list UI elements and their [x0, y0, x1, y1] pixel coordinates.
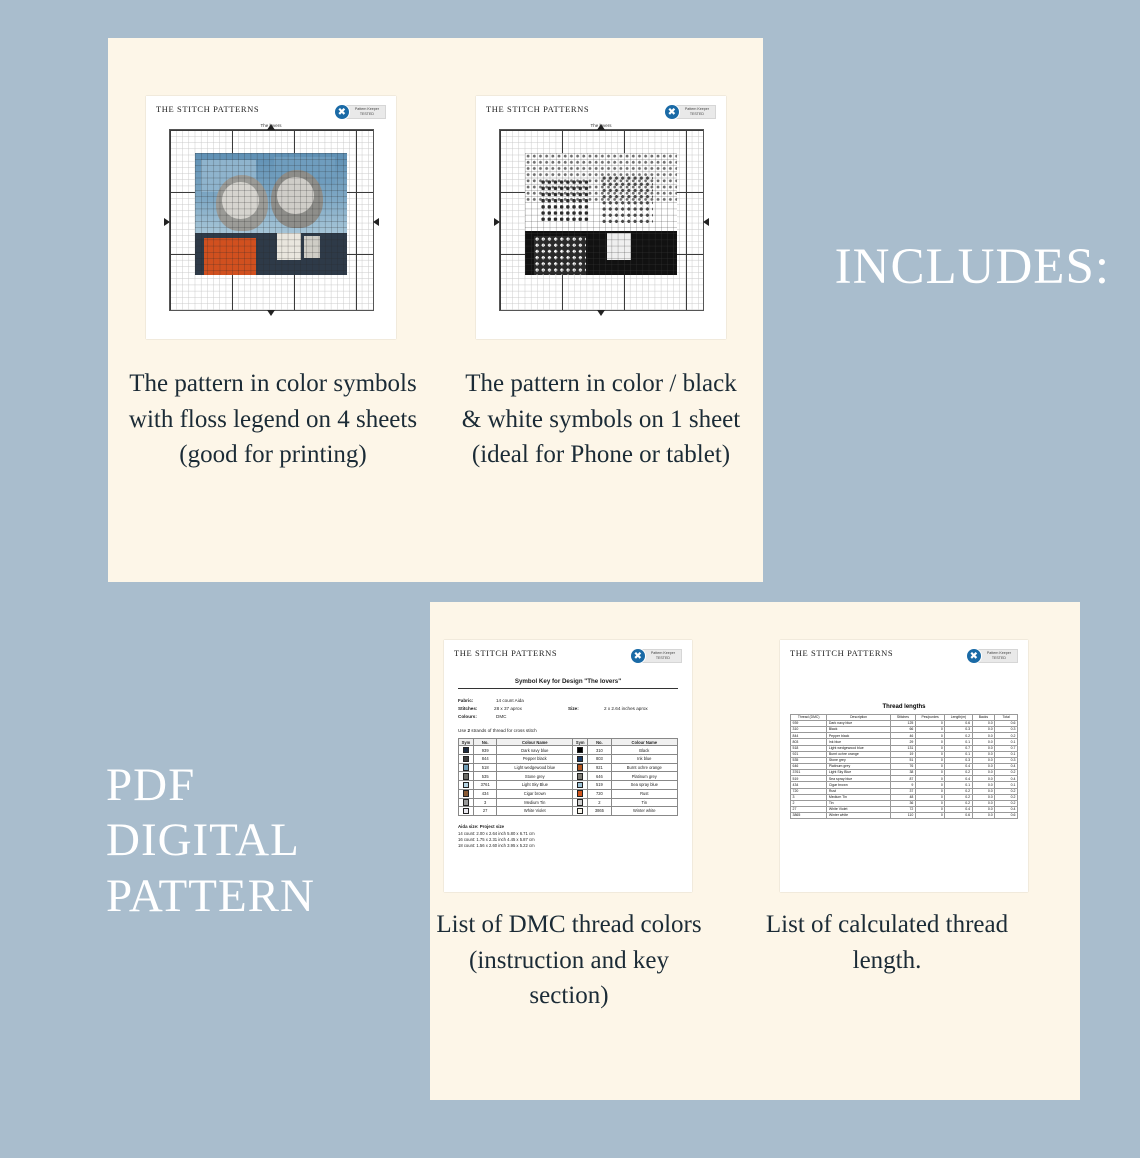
thread-description-cell: Sea spray blue: [827, 776, 891, 782]
thread-number-cell: 803: [791, 739, 827, 745]
backs-cell: 0.0: [972, 733, 995, 739]
center-marker-top: [597, 124, 605, 130]
col-sym-1: Sym: [459, 739, 474, 746]
table-row: [459, 798, 678, 807]
colour-name-cell: Black: [611, 746, 677, 755]
length-cell: 0.2: [945, 788, 972, 794]
preview-sheet-thread-lengths[interactable]: [780, 640, 1028, 892]
sheet-brand-title: THE STITCH PATTERNS: [790, 648, 894, 658]
symbol-swatch-cell: [573, 763, 588, 772]
thread-number-cell: 27: [791, 806, 827, 812]
symbol-swatch-cell: [459, 807, 474, 816]
pesqurdes-cell: 0: [915, 727, 945, 733]
pdf-heading-line-2: DIGITAL: [106, 814, 300, 867]
total-cell: 0.2: [995, 770, 1018, 776]
stitch-grid: [499, 129, 704, 311]
pesqurdes-cell: 0: [915, 776, 945, 782]
symbol-swatch-cell: [459, 781, 474, 790]
colour-name-cell: Platinum grey: [611, 772, 677, 781]
badge-line1: Pattern Keeper: [684, 106, 709, 111]
length-cell: 0.1: [945, 739, 972, 745]
thread-number-cell: 2: [588, 798, 611, 807]
badge-ribbon: [346, 105, 386, 119]
total-cell: 0.2: [995, 800, 1018, 806]
thread-number-cell: 27: [474, 807, 497, 816]
stitches-cell: 37: [890, 788, 915, 794]
total-cell: 0.6: [995, 813, 1018, 819]
symbol-swatch-cell: [459, 746, 474, 755]
col-stitches: Stitches: [890, 715, 915, 721]
sheet-header: [476, 96, 726, 120]
stitches-cell: 38: [890, 770, 915, 776]
symbol-key-table: [458, 738, 678, 816]
thread-number-cell: 519: [791, 776, 827, 782]
preview-sheet-bw-symbols[interactable]: [476, 96, 726, 339]
stitches-cell: 9: [890, 782, 915, 788]
total-cell: 0.2: [995, 788, 1018, 794]
colour-name-cell: Sea spray blue: [611, 781, 677, 790]
pesqurdes-cell: 0: [915, 788, 945, 794]
total-cell: 0.7: [995, 745, 1018, 751]
colour-name-cell: Ink blue: [611, 755, 677, 764]
colour-name-cell: Medium Tin: [497, 798, 573, 807]
pattern-keeper-badge: [966, 648, 1018, 664]
thread-number-cell: 921: [791, 751, 827, 757]
center-marker-top: [267, 124, 275, 130]
sheet-header: [444, 640, 692, 664]
badge-cross-icon: ✖: [966, 648, 982, 664]
pattern-keeper-badge: [334, 104, 386, 120]
thread-number-cell: 2: [791, 800, 827, 806]
thread-number-cell: 720: [791, 788, 827, 794]
length-cell: 0.3: [945, 727, 972, 733]
symbol-swatch-cell: [573, 807, 588, 816]
includes-heading: INCLUDES:: [834, 239, 1110, 295]
backs-cell: 0.0: [972, 727, 995, 733]
table-row: [459, 772, 678, 781]
thread-number-cell: 803: [588, 755, 611, 764]
total-cell: 0.6: [995, 721, 1018, 727]
backs-cell: 0.0: [972, 806, 995, 812]
thread-number-cell: 3761: [791, 770, 827, 776]
thread-description-cell: Light wedgewood blue: [827, 745, 891, 751]
center-marker-bottom: [597, 310, 605, 316]
pdf-digital-pattern-heading: [106, 758, 315, 924]
stitches-cell: 36: [890, 800, 915, 806]
total-cell: 0.3: [995, 727, 1018, 733]
aida-line-3: 18 count: 1.56 x 2.60 inch 3.95 x 5.22 cm: [458, 843, 535, 849]
backs-cell: 0.0: [972, 800, 995, 806]
total-cell: 0.2: [995, 733, 1018, 739]
col-name-1: Colour Name: [497, 739, 573, 746]
total-cell: 0.4: [995, 806, 1018, 812]
thread-description-cell: Ink blue: [827, 739, 891, 745]
badge-cross-icon: ✖: [630, 648, 646, 664]
col-description: Description: [827, 715, 891, 721]
badge-ribbon: [676, 105, 716, 119]
table-row: [459, 789, 678, 798]
symbol-key-meta: [458, 697, 678, 721]
meta-value-size: 2 x 2.64 inches aprox: [604, 706, 648, 712]
sheet-brand-title: THE STITCH PATTERNS: [486, 104, 590, 114]
thread-number-cell: 921: [588, 763, 611, 772]
length-cell: 0.7: [945, 745, 972, 751]
symbol-swatch-cell: [459, 798, 474, 807]
length-cell: 0.2: [945, 800, 972, 806]
pesqurdes-cell: 0: [915, 764, 945, 770]
length-cell: 0.1: [945, 782, 972, 788]
thread-description-cell: Black: [827, 727, 891, 733]
thread-number-cell: 434: [791, 782, 827, 788]
col-total: Total: [995, 715, 1018, 721]
meta-row-fabric: [458, 697, 678, 705]
thread-number-cell: 3761: [474, 781, 497, 790]
thread-number-cell: 720: [588, 789, 611, 798]
total-cell: 0.1: [995, 739, 1018, 745]
chart-color-symbols: [169, 123, 374, 311]
badge-cross-icon: ✖: [334, 104, 350, 120]
backs-cell: 0.0: [972, 776, 995, 782]
badge-ribbon: [642, 649, 682, 663]
stitches-cell: 87: [890, 776, 915, 782]
aida-line-1: 14 count: 2.00 x 2.64 inch 5.80 x 6.71 cm: [458, 830, 535, 836]
col-backs: Backs: [972, 715, 995, 721]
thread-description-cell: Rust: [827, 788, 891, 794]
length-cell: 0.4: [945, 806, 972, 812]
symbol-swatch-cell: [459, 772, 474, 781]
sheet-header: [146, 96, 396, 120]
pattern-keeper-badge: [664, 104, 716, 120]
strands-note: [458, 728, 678, 733]
thread-number-cell: 646: [791, 764, 827, 770]
stitches-cell: 46: [890, 733, 915, 739]
table-row: [459, 746, 678, 755]
symbol-swatch-cell: [573, 772, 588, 781]
meta-label-stitches: Stitches:: [458, 706, 478, 712]
badge-line2: TESTED: [655, 656, 670, 660]
thread-description-cell: White Violet: [827, 806, 891, 812]
stitches-cell: 125: [890, 721, 915, 727]
colour-name-cell: Light Sky Blue: [497, 781, 573, 790]
col-sym-2: Sym: [573, 739, 588, 746]
caption-bw-symbols: The pattern in color / black & white symbols on 1 sheet (ideal for Phone or tablet): [461, 370, 741, 468]
badge-line2: TESTED: [689, 112, 704, 116]
pattern-artwork-bw: [525, 153, 677, 275]
thread-description-cell: Stone grey: [827, 757, 891, 763]
thread-number-cell: 518: [474, 763, 497, 772]
chart-title-label: The lovers: [260, 123, 282, 128]
backs-cell: 0.0: [972, 813, 995, 819]
thread-description-cell: Tin: [827, 800, 891, 806]
preview-sheet-color-symbols[interactable]: [146, 96, 396, 339]
thread-description-cell: Winter white: [827, 813, 891, 819]
center-marker-left: [164, 218, 170, 226]
pesqurdes-cell: 0: [915, 806, 945, 812]
length-cell: 0.2: [945, 794, 972, 800]
aida-line-2: 16 count: 1.75 x 2.31 inch 4.45 x 5.87 cm: [458, 836, 535, 842]
total-cell: 0.4: [995, 764, 1018, 770]
thread-number-cell: 844: [791, 733, 827, 739]
stitches-cell: 19: [890, 751, 915, 757]
center-marker-bottom: [267, 310, 275, 316]
colour-name-cell: Light wedgewood blue: [497, 763, 573, 772]
pesqurdes-cell: 0: [915, 782, 945, 788]
col-thread: Thread (DMC): [791, 715, 827, 721]
aida-size-block: [458, 824, 678, 850]
sheet-brand-title: THE STITCH PATTERNS: [454, 648, 558, 658]
table-row: [791, 813, 1018, 819]
pesqurdes-cell: 0: [915, 813, 945, 819]
meta-label-size: Size:: [568, 706, 579, 712]
aida-size-title: Aida size: Project size: [458, 823, 505, 829]
thread-lengths-title: Thread lengths: [882, 704, 926, 710]
stitches-cell: 51: [890, 757, 915, 763]
thread-description-cell: Burnt ochre orange: [827, 751, 891, 757]
thread-number-cell: 310: [791, 727, 827, 733]
thread-number-cell: 3865: [791, 813, 827, 819]
colour-name-cell: Dark navy blue: [497, 746, 573, 755]
length-cell: 0.6: [945, 721, 972, 727]
pesqurdes-cell: 0: [915, 751, 945, 757]
colour-name-cell: Rust: [611, 789, 677, 798]
symbol-swatch-cell: [573, 798, 588, 807]
meta-label-fabric: Fabric:: [458, 698, 474, 703]
colour-name-cell: Burnt ochre orange: [611, 763, 677, 772]
symbol-swatch-cell: [459, 789, 474, 798]
total-cell: 0.1: [995, 751, 1018, 757]
colour-name-cell: Winter white: [611, 807, 677, 816]
stitches-cell: 76: [890, 764, 915, 770]
pesqurdes-cell: 0: [915, 794, 945, 800]
col-name-2: Colour Name: [611, 739, 677, 746]
thread-number-cell: 434: [474, 789, 497, 798]
thread-description-cell: Platinum grey: [827, 764, 891, 770]
center-marker-right: [373, 218, 379, 226]
thread-number-cell: 310: [588, 746, 611, 755]
chart-bw-symbols: [499, 123, 704, 311]
symbol-swatch-cell: [573, 781, 588, 790]
thread-number-cell: 3: [474, 798, 497, 807]
stitch-grid: [169, 129, 374, 311]
sheet-header: [780, 640, 1028, 664]
sheet-brand-title: THE STITCH PATTERNS: [156, 104, 260, 114]
pattern-keeper-badge: [630, 648, 682, 664]
badge-ribbon: [978, 649, 1018, 663]
badge-line1: Pattern Keeper: [354, 106, 379, 111]
symbol-key-body: [444, 664, 692, 849]
backs-cell: 0.0: [972, 788, 995, 794]
thread-number-cell: 646: [588, 772, 611, 781]
meta-row-colours: [458, 713, 678, 721]
colour-name-cell: Pepper black: [497, 755, 573, 764]
caption-dmc-list: List of DMC thread colors (instruction and key section): [436, 911, 702, 1009]
strands-note-suffix: strands of thread for cross stitch: [470, 728, 537, 734]
badge-line2: TESTED: [359, 112, 374, 116]
thread-number-cell: 535: [474, 772, 497, 781]
thread-description-cell: Light Sky Blue: [827, 770, 891, 776]
col-length: Length(m): [945, 715, 972, 721]
badge-line1: Pattern Keeper: [650, 650, 675, 655]
stitches-cell: 72: [890, 806, 915, 812]
total-cell: 0.1: [995, 782, 1018, 788]
colour-name-cell: Cigar brown: [497, 789, 573, 798]
pesqurdes-cell: 0: [915, 757, 945, 763]
table-row: [459, 763, 678, 772]
colour-name-cell: White Violet: [497, 807, 573, 816]
symbol-swatch-cell: [573, 789, 588, 798]
meta-value-colours: DMC: [496, 714, 507, 720]
thread-number-cell: 535: [791, 757, 827, 763]
table-row: [459, 755, 678, 764]
thread-number-cell: 939: [791, 721, 827, 727]
thread-number-cell: 939: [474, 746, 497, 755]
length-cell: 0.1: [945, 751, 972, 757]
length-cell: 0.4: [945, 776, 972, 782]
backs-cell: 0.0: [972, 745, 995, 751]
badge-cross-icon: ✖: [664, 104, 680, 120]
col-no-1: No.: [474, 739, 497, 746]
length-cell: 0.6: [945, 813, 972, 819]
badge-line2: TESTED: [991, 656, 1006, 660]
preview-sheet-symbol-key[interactable]: [444, 640, 692, 892]
thread-lengths-table: [790, 714, 1018, 819]
backs-cell: 0.0: [972, 770, 995, 776]
pdf-heading-line-3: PATTERN: [106, 869, 315, 922]
col-no-2: No.: [588, 739, 611, 746]
strands-note-prefix: Use: [458, 728, 468, 734]
caption-thread-length: List of calculated thread length.: [765, 911, 1009, 974]
symbol-swatch-cell: [573, 755, 588, 764]
backs-cell: 0.0: [972, 764, 995, 770]
thread-number-cell: 844: [474, 755, 497, 764]
badge-line1: Pattern Keeper: [986, 650, 1011, 655]
meta-value-fabric: 14 count Aida: [496, 698, 524, 703]
strands-note-count: 2: [467, 728, 471, 734]
backs-cell: 0.0: [972, 739, 995, 745]
symbol-swatch-cell: [573, 746, 588, 755]
length-cell: 0.2: [945, 770, 972, 776]
meta-row-stitches: [458, 705, 678, 713]
thread-description-cell: Pepper black: [827, 733, 891, 739]
symbol-key-title: Symbol Key for Design "The lovers": [458, 678, 678, 689]
col-pesqurdes: Pes/purdes: [915, 715, 945, 721]
stitches-cell: 66: [890, 727, 915, 733]
includes-panel-bottom: [430, 602, 1080, 1100]
table-row: [459, 781, 678, 790]
stitches-cell: 110: [890, 813, 915, 819]
backs-cell: 0.0: [972, 782, 995, 788]
caption-color-symbols: The pattern in color symbols with floss legend on 4 sheets (good for printing): [128, 370, 418, 468]
pdf-heading-line-1: PDF: [106, 759, 196, 811]
stitches-cell: 29: [890, 739, 915, 745]
pesqurdes-cell: 0: [915, 770, 945, 776]
stitches-cell: 48: [890, 794, 915, 800]
total-cell: 0.2: [995, 794, 1018, 800]
thread-description-cell: Dark navy blue: [827, 721, 891, 727]
colour-name-cell: Stone grey: [497, 772, 573, 781]
length-cell: 0.4: [945, 764, 972, 770]
backs-cell: 0.0: [972, 794, 995, 800]
total-cell: 0.3: [995, 757, 1018, 763]
symbol-swatch-cell: [459, 763, 474, 772]
pesqurdes-cell: 0: [915, 733, 945, 739]
meta-value-stitches: 28 x 37 aprox: [494, 706, 522, 712]
pesqurdes-cell: 0: [915, 800, 945, 806]
length-cell: 0.3: [945, 757, 972, 763]
backs-cell: 0.0: [972, 757, 995, 763]
table-row: [459, 807, 678, 816]
pesqurdes-cell: 0: [915, 745, 945, 751]
thread-description-cell: Cigar brown: [827, 782, 891, 788]
total-cell: 0.4: [995, 776, 1018, 782]
stitches-cell: 131: [890, 745, 915, 751]
length-cell: 0.2: [945, 733, 972, 739]
includes-panel-top: [108, 38, 763, 582]
colour-name-cell: Tin: [611, 798, 677, 807]
thread-number-cell: 519: [588, 781, 611, 790]
pesqurdes-cell: 0: [915, 739, 945, 745]
thread-number-cell: 518: [791, 745, 827, 751]
thread-number-cell: 3865: [588, 807, 611, 816]
thread-number-cell: 3: [791, 794, 827, 800]
backs-cell: 0.0: [972, 751, 995, 757]
pattern-artwork-color: [195, 153, 347, 275]
chart-title-label: The lovers: [590, 123, 612, 128]
pesqurdes-cell: 0: [915, 721, 945, 727]
symbol-swatch-cell: [459, 755, 474, 764]
center-marker-right: [703, 218, 709, 226]
center-marker-left: [494, 218, 500, 226]
thread-description-cell: Medium Tin: [827, 794, 891, 800]
meta-label-colours: Colours:: [458, 714, 477, 720]
table-header-row: [459, 739, 678, 746]
backs-cell: 0.0: [972, 721, 995, 727]
